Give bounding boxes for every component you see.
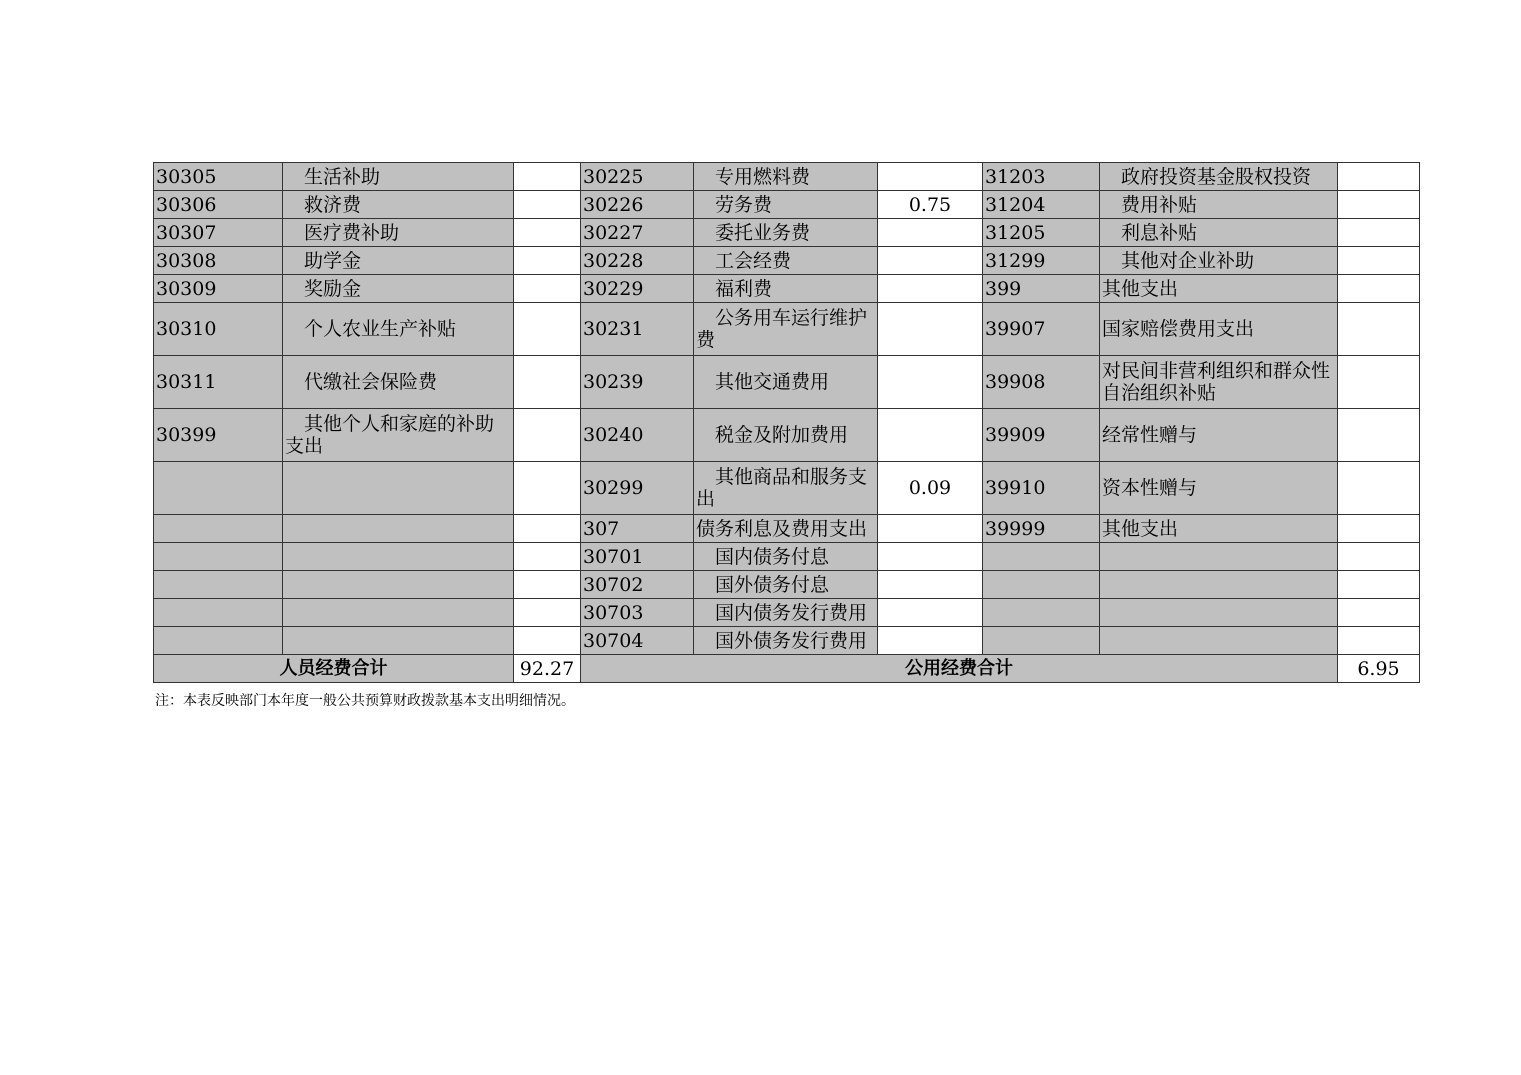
code-cell: 30701	[581, 543, 694, 571]
amount-cell	[878, 599, 983, 627]
amount-cell	[878, 571, 983, 599]
name-cell	[1100, 599, 1338, 627]
amount-cell	[1338, 543, 1420, 571]
personnel-total-label: 人员经费合计	[154, 655, 514, 683]
table-row	[154, 627, 1420, 655]
name-cell: 专用燃料费	[694, 163, 878, 191]
code-cell: 39999	[983, 515, 1100, 543]
table-row	[154, 356, 1420, 409]
amount-cell	[878, 543, 983, 571]
name-cell: 国家赔偿费用支出	[1100, 303, 1338, 356]
amount-cell	[1338, 627, 1420, 655]
code-cell: 30399	[154, 409, 283, 462]
public-total-value: 6.95	[1338, 655, 1420, 683]
footnote: 注：本表反映部门本年度一般公共预算财政拨款基本支出明细情况。	[155, 693, 575, 709]
budget-detail-table	[153, 162, 1420, 683]
code-cell	[983, 543, 1100, 571]
name-cell: 奖励金	[283, 275, 514, 303]
amount-cell	[514, 571, 581, 599]
amount-cell	[1338, 356, 1420, 409]
code-cell	[983, 571, 1100, 599]
code-cell	[154, 515, 283, 543]
code-cell	[154, 599, 283, 627]
code-cell	[983, 627, 1100, 655]
amount-cell	[514, 163, 581, 191]
code-cell: 30702	[581, 571, 694, 599]
totals-row	[154, 655, 1420, 683]
amount-cell: 0.75	[878, 191, 983, 219]
name-cell: 政府投资基金股权投资	[1100, 163, 1338, 191]
amount-cell	[878, 409, 983, 462]
amount-cell	[514, 599, 581, 627]
name-cell: 国内债务付息	[694, 543, 878, 571]
code-cell: 30704	[581, 627, 694, 655]
code-cell: 30305	[154, 163, 283, 191]
amount-cell	[878, 356, 983, 409]
table-row	[154, 275, 1420, 303]
table-row	[154, 515, 1420, 543]
amount-cell	[878, 275, 983, 303]
code-cell: 31204	[983, 191, 1100, 219]
code-cell: 30703	[581, 599, 694, 627]
name-cell: 对民间非营利组织和群众性自治组织补贴	[1100, 356, 1338, 409]
code-cell	[154, 571, 283, 599]
name-cell	[1100, 571, 1338, 599]
code-cell: 30240	[581, 409, 694, 462]
code-cell: 39907	[983, 303, 1100, 356]
amount-cell: 0.09	[878, 462, 983, 515]
code-cell: 30225	[581, 163, 694, 191]
code-cell: 30239	[581, 356, 694, 409]
name-cell	[283, 543, 514, 571]
public-total-label: 公用经费合计	[581, 655, 1338, 683]
name-cell: 税金及附加费用	[694, 409, 878, 462]
code-cell	[154, 462, 283, 515]
amount-cell	[514, 409, 581, 462]
amount-cell	[878, 627, 983, 655]
amount-cell	[1338, 275, 1420, 303]
code-cell: 30308	[154, 247, 283, 275]
amount-cell	[1338, 303, 1420, 356]
amount-cell	[878, 247, 983, 275]
name-cell: 其他支出	[1100, 515, 1338, 543]
name-cell: 福利费	[694, 275, 878, 303]
amount-cell	[514, 356, 581, 409]
code-cell: 30306	[154, 191, 283, 219]
amount-cell	[514, 275, 581, 303]
amount-cell	[878, 219, 983, 247]
amount-cell	[878, 303, 983, 356]
amount-cell	[514, 191, 581, 219]
name-cell: 经常性赠与	[1100, 409, 1338, 462]
code-cell: 30311	[154, 356, 283, 409]
name-cell: 费用补贴	[1100, 191, 1338, 219]
code-cell	[983, 599, 1100, 627]
amount-cell	[1338, 409, 1420, 462]
name-cell	[283, 462, 514, 515]
code-cell: 30226	[581, 191, 694, 219]
name-cell: 国外债务发行费用	[694, 627, 878, 655]
code-cell: 31205	[983, 219, 1100, 247]
name-cell: 医疗费补助	[283, 219, 514, 247]
amount-cell	[514, 627, 581, 655]
name-cell: 其他支出	[1100, 275, 1338, 303]
name-cell: 委托业务费	[694, 219, 878, 247]
name-cell	[1100, 543, 1338, 571]
table-row	[154, 409, 1420, 462]
name-cell: 代缴社会保险费	[283, 356, 514, 409]
name-cell: 生活补助	[283, 163, 514, 191]
personnel-total-value: 92.27	[514, 655, 581, 683]
table-body	[154, 163, 1420, 683]
table-row	[154, 303, 1420, 356]
name-cell	[283, 599, 514, 627]
code-cell	[154, 627, 283, 655]
amount-cell	[878, 163, 983, 191]
name-cell: 国内债务发行费用	[694, 599, 878, 627]
amount-cell	[514, 247, 581, 275]
code-cell: 39908	[983, 356, 1100, 409]
name-cell	[283, 571, 514, 599]
name-cell	[1100, 627, 1338, 655]
amount-cell	[1338, 515, 1420, 543]
name-cell: 公务用车运行维护费	[694, 303, 878, 356]
name-cell: 其他对企业补助	[1100, 247, 1338, 275]
amount-cell	[514, 462, 581, 515]
code-cell: 30231	[581, 303, 694, 356]
amount-cell	[514, 543, 581, 571]
name-cell: 工会经费	[694, 247, 878, 275]
name-cell: 个人农业生产补贴	[283, 303, 514, 356]
table-row	[154, 462, 1420, 515]
table-row	[154, 219, 1420, 247]
code-cell: 30228	[581, 247, 694, 275]
amount-cell	[1338, 599, 1420, 627]
name-cell: 其他商品和服务支出	[694, 462, 878, 515]
name-cell	[283, 515, 514, 543]
code-cell: 30299	[581, 462, 694, 515]
name-cell: 利息补贴	[1100, 219, 1338, 247]
name-cell	[283, 627, 514, 655]
amount-cell	[1338, 462, 1420, 515]
table-row	[154, 163, 1420, 191]
name-cell: 助学金	[283, 247, 514, 275]
table-row	[154, 247, 1420, 275]
amount-cell	[878, 515, 983, 543]
table-row	[154, 191, 1420, 219]
code-cell: 30229	[581, 275, 694, 303]
code-cell: 307	[581, 515, 694, 543]
name-cell: 劳务费	[694, 191, 878, 219]
code-cell: 30227	[581, 219, 694, 247]
code-cell: 30309	[154, 275, 283, 303]
code-cell: 31299	[983, 247, 1100, 275]
code-cell: 399	[983, 275, 1100, 303]
code-cell: 31203	[983, 163, 1100, 191]
table-row	[154, 571, 1420, 599]
name-cell: 资本性赠与	[1100, 462, 1338, 515]
code-cell: 39910	[983, 462, 1100, 515]
code-cell: 30307	[154, 219, 283, 247]
table-row	[154, 543, 1420, 571]
amount-cell	[514, 515, 581, 543]
amount-cell	[1338, 191, 1420, 219]
name-cell: 债务利息及费用支出	[694, 515, 878, 543]
code-cell: 39909	[983, 409, 1100, 462]
amount-cell	[1338, 247, 1420, 275]
amount-cell	[1338, 219, 1420, 247]
code-cell: 30310	[154, 303, 283, 356]
name-cell: 其他交通费用	[694, 356, 878, 409]
amount-cell	[514, 219, 581, 247]
amount-cell	[1338, 571, 1420, 599]
name-cell: 救济费	[283, 191, 514, 219]
amount-cell	[1338, 163, 1420, 191]
name-cell: 其他个人和家庭的补助支出	[283, 409, 514, 462]
name-cell: 国外债务付息	[694, 571, 878, 599]
table-row	[154, 599, 1420, 627]
code-cell	[154, 543, 283, 571]
amount-cell	[514, 303, 581, 356]
